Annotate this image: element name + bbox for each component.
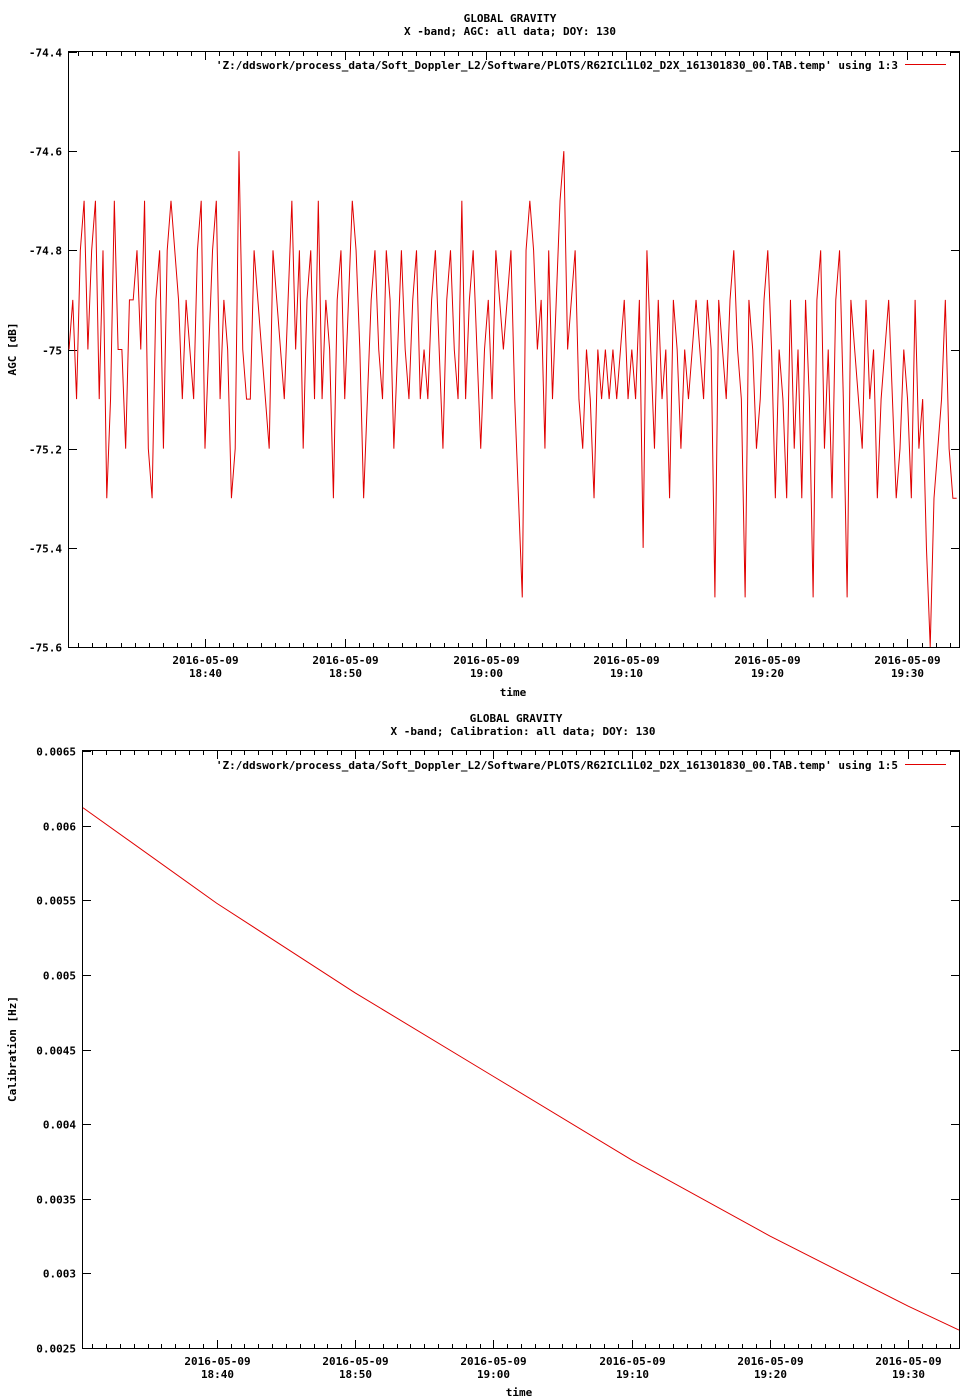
y-tick-label: -75.6 bbox=[28, 641, 62, 655]
x-tick-date: 2016-05-09 bbox=[322, 1355, 389, 1368]
x-axis-label: time bbox=[505, 1386, 533, 1399]
x-tick-date: 2016-05-09 bbox=[734, 654, 801, 667]
x-tick-date: 2016-05-09 bbox=[874, 654, 941, 667]
y-tick-label: 0.003 bbox=[42, 1267, 76, 1281]
y-tick-label: -74.6 bbox=[28, 145, 62, 159]
x-tick-time: 19:30 bbox=[891, 1368, 926, 1381]
y-axis-ticks bbox=[29, 47, 959, 655]
x-tick-time: 19:20 bbox=[750, 667, 785, 680]
agc-series-line bbox=[69, 151, 957, 647]
legend-label: 'Z:/ddswork/process_data/Soft_Doppler_L2/Software/PLOTS/R62ICL1L02_D2X_161301830_00.TAB.temp' using 1:5 bbox=[215, 759, 898, 772]
x-axis-ticks bbox=[93, 751, 951, 1381]
x-tick-date: 2016-05-09 bbox=[593, 654, 660, 667]
x-tick-date: 2016-05-09 bbox=[875, 1355, 942, 1368]
plot-frame bbox=[83, 751, 960, 1349]
x-axis-ticks bbox=[79, 52, 951, 680]
y-tick-label: -75.2 bbox=[28, 443, 62, 457]
x-tick-date: 2016-05-09 bbox=[184, 1355, 251, 1368]
x-tick-time: 19:00 bbox=[476, 1368, 511, 1381]
x-tick-time: 19:10 bbox=[615, 1368, 650, 1381]
x-axis-label: time bbox=[499, 686, 527, 699]
y-axis-label: AGC [dB] bbox=[6, 322, 19, 376]
x-tick-time: 19:10 bbox=[609, 667, 644, 680]
x-tick-time: 18:40 bbox=[200, 1368, 235, 1381]
x-tick-time: 18:50 bbox=[338, 1368, 373, 1381]
y-tick-label: 0.0025 bbox=[36, 1342, 76, 1356]
x-tick-time: 19:20 bbox=[753, 1368, 788, 1381]
x-tick-date: 2016-05-09 bbox=[737, 1355, 804, 1368]
chart-subtitle: X -band; AGC: all data; DOY: 130 bbox=[404, 25, 616, 38]
legend-label: 'Z:/ddswork/process_data/Soft_Doppler_L2/Software/PLOTS/R62ICL1L02_D2X_161301830_00.TAB.temp' using 1:3 bbox=[215, 59, 898, 72]
x-tick-date: 2016-05-09 bbox=[599, 1355, 666, 1368]
x-tick-date: 2016-05-09 bbox=[460, 1355, 527, 1368]
x-tick-time: 19:30 bbox=[890, 667, 925, 680]
y-tick-label: 0.0035 bbox=[36, 1193, 76, 1207]
y-tick-label: 0.005 bbox=[42, 969, 76, 983]
x-tick-time: 18:40 bbox=[188, 667, 223, 680]
y-tick-label: -74.8 bbox=[28, 244, 62, 258]
y-tick-label: 0.004 bbox=[42, 1118, 76, 1132]
y-tick-label: 0.0055 bbox=[36, 894, 76, 908]
x-tick-date: 2016-05-09 bbox=[172, 654, 239, 667]
y-tick-label: -75.4 bbox=[28, 542, 62, 556]
y-tick-label: -75 bbox=[42, 344, 62, 358]
chart-title: GLOBAL GRAVITY bbox=[469, 712, 563, 725]
calibration-chart bbox=[0, 700, 980, 1400]
x-tick-date: 2016-05-09 bbox=[453, 654, 520, 667]
y-axis-label: Calibration [Hz] bbox=[6, 996, 19, 1102]
y-tick-label: 0.0065 bbox=[36, 745, 76, 759]
chart-subtitle: X -band; Calibration: all data; DOY: 130 bbox=[390, 725, 656, 738]
plot-frame bbox=[69, 52, 960, 648]
x-tick-time: 19:00 bbox=[469, 667, 504, 680]
y-tick-label: 0.0045 bbox=[36, 1044, 76, 1058]
calibration-series-line bbox=[83, 808, 959, 1330]
y-axis-ticks bbox=[36, 746, 959, 1356]
x-tick-date: 2016-05-09 bbox=[312, 654, 379, 667]
y-tick-label: -74.4 bbox=[28, 46, 62, 60]
x-tick-time: 18:50 bbox=[328, 667, 363, 680]
chart-title: GLOBAL GRAVITY bbox=[463, 12, 557, 25]
y-tick-label: 0.006 bbox=[42, 820, 76, 834]
